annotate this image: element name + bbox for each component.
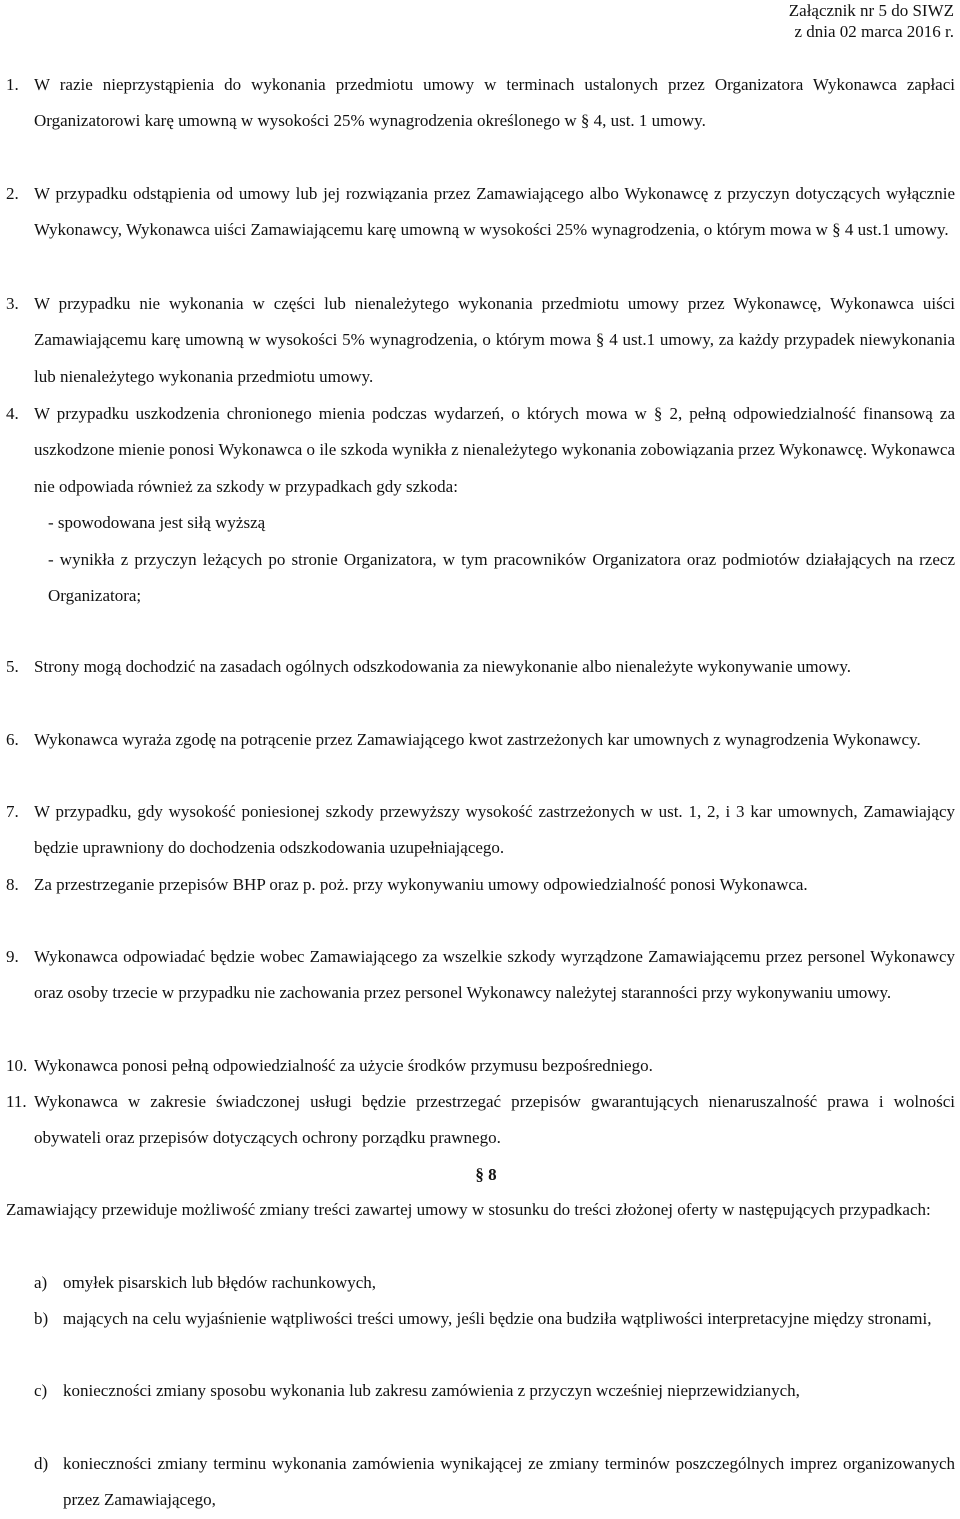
clause-number: 11. xyxy=(6,1092,27,1111)
list-marker: d) xyxy=(34,1454,49,1473)
clause-text: Wykonawca ponosi pełną odpowiedzialność za użycie środków przymusu bezpośredniego. xyxy=(34,1056,653,1075)
clause-number: 5. xyxy=(6,657,19,676)
clause-9 xyxy=(6,939,955,1012)
clause-number: 10. xyxy=(6,1056,28,1075)
list-text: omyłek pisarskich lub błędów rachunkowych, xyxy=(63,1273,377,1292)
clause-number: 9. xyxy=(6,947,19,966)
clause-3 xyxy=(6,286,955,395)
clause-subpoint-2: - wynikła z przyczyn leżących po stronie Organizatora, w tym pracowników Organizatora oraz podmiotów działających na rzecz Organizatora; xyxy=(48,549,955,606)
clause-number: 8. xyxy=(6,875,19,894)
section-8-heading: § 8 xyxy=(475,1165,497,1184)
section-8-intro: Zamawiający przewiduje możliwość zmiany treści zawartej umowy w stosunku do treści złożonej oferty w następujących przypadkach: xyxy=(6,1200,931,1219)
attachment-date: z dnia 02 marca 2016 r. xyxy=(794,22,954,41)
list-marker: b) xyxy=(34,1309,49,1328)
clause-6 xyxy=(6,722,955,758)
clause-number: 3. xyxy=(6,294,19,313)
clause-text: Strony mogą dochodzić na zasadach ogólnych odszkodowania za niewykonanie albo nienależyte wykonywanie umowy. xyxy=(34,657,852,676)
clause-5 xyxy=(6,649,955,685)
attachment-title: Załącznik nr 5 do SIWZ xyxy=(788,1,954,20)
clause-text: W razie nieprzystąpienia do wykonania przedmiotu umowy w terminach ustalonych przez Organizatora Wykonawca zapłaci Organizatorowi karę umowną w wysokości 25% wynagrodzenia określonego w § 4, ust. 1 umowy. xyxy=(34,75,955,131)
change-case-a xyxy=(34,1265,955,1301)
clause-text: Za przestrzeganie przepisów BHP oraz p. poż. przy wykonywaniu umowy odpowiedzialność ponosi Wykonawca. xyxy=(34,875,808,894)
change-case-c xyxy=(34,1373,955,1409)
clause-number: 7. xyxy=(6,802,19,821)
clause-10 xyxy=(6,1048,955,1084)
clause-2 xyxy=(6,176,955,249)
change-case-b xyxy=(34,1301,955,1337)
clause-text: Wykonawca wyraża zgodę na potrącenie przez Zamawiającego kwot zastrzeżonych kar umownych z wynagrodzenia Wykonawcy. xyxy=(34,730,921,749)
list-text: konieczności zmiany terminu wykonania zamówienia wynikającej ze zmiany terminów poszczególnych imprez organizowanych przez Zamawiającego, xyxy=(63,1454,955,1510)
clause-number: 2. xyxy=(6,184,19,203)
clause-number: 4. xyxy=(6,404,19,423)
list-text: mających na celu wyjaśnienie wątpliwości treści umowy, jeśli będzie ona budziła wątpliwości interpretacyjne między stronami, xyxy=(63,1309,932,1328)
clause-main-text: W przypadku uszkodzenia chronionego mienia podczas wydarzeń, o których mowa w § 2, pełną odpowiedzialność finansową za uszkodzone mienie ponosi Wykonawca o ile szkoda wynikła z nienależytego wykonania zobowiązania przez Wykonawcę. Wykonawca nie odpowiada również za szkody w przypadkach gdy szkoda: xyxy=(34,404,955,496)
clause-number: 1. xyxy=(6,75,19,94)
change-case-d xyxy=(34,1446,955,1519)
clause-1 xyxy=(6,67,955,140)
clause-number: 6. xyxy=(6,730,19,749)
clause-text: Wykonawca odpowiadać będzie wobec Zamawiającego za wszelkie szkody wyrządzone Zamawiającemu przez personel Wykonawcy oraz osoby trzecie w przypadku nie zachowania przez personel Wykonawcy należytej staranności przy wykonywaniu umowy. xyxy=(34,947,955,1003)
clause-text: W przypadku nie wykonania w części lub nienależytego wykonania przedmiotu umowy przez Wykonawcę, Wykonawca uiści Zamawiającemu karę umowną w wysokości 5% wynagrodzenia, o którym mowa § 4 ust.1 umowy, za każdy przypadek niewykonania lub nienależytego wykonania przedmiotu umowy. xyxy=(34,294,955,386)
clause-8 xyxy=(6,867,955,903)
clause-11 xyxy=(6,1084,955,1157)
clause-text: Wykonawca w zakresie świadczonej usługi będzie przestrzegać przepisów gwarantujących nienaruszalność prawa i wolności obywateli oraz przepisów dotyczących ochrony porządku prawnego. xyxy=(34,1092,955,1148)
clause-text: W przypadku odstąpienia od umowy lub jej rozwiązania przez Zamawiającego albo Wykonawcę z przyczyn dotyczących wyłącznie Wykonawcy, Wykonawca uiści Zamawiającemu karę umowną w wysokości 25% wynagrodzenia, o którym mowa w § 4 ust.1 umowy. xyxy=(34,184,955,240)
clause-subpoint-1: - spowodowana jest siłą wyższą xyxy=(48,513,266,533)
clause-4 xyxy=(6,396,955,614)
list-text: konieczności zmiany sposobu wykonania lub zakresu zamówienia z przyczyn wcześniej nieprzewidzianych, xyxy=(63,1381,800,1400)
clause-text: W przypadku, gdy wysokość poniesionej szkody przewyższy wysokość zastrzeżonych w ust. 1, 2, i 3 kar umownych, Zamawiający będzie uprawniony do dochodzenia odszkodowania uzupełniającego. xyxy=(34,802,955,858)
list-marker: a) xyxy=(34,1273,48,1292)
clause-text xyxy=(34,396,955,614)
list-marker: c) xyxy=(34,1381,48,1400)
attachment-header xyxy=(789,0,954,42)
clause-7 xyxy=(6,794,955,867)
